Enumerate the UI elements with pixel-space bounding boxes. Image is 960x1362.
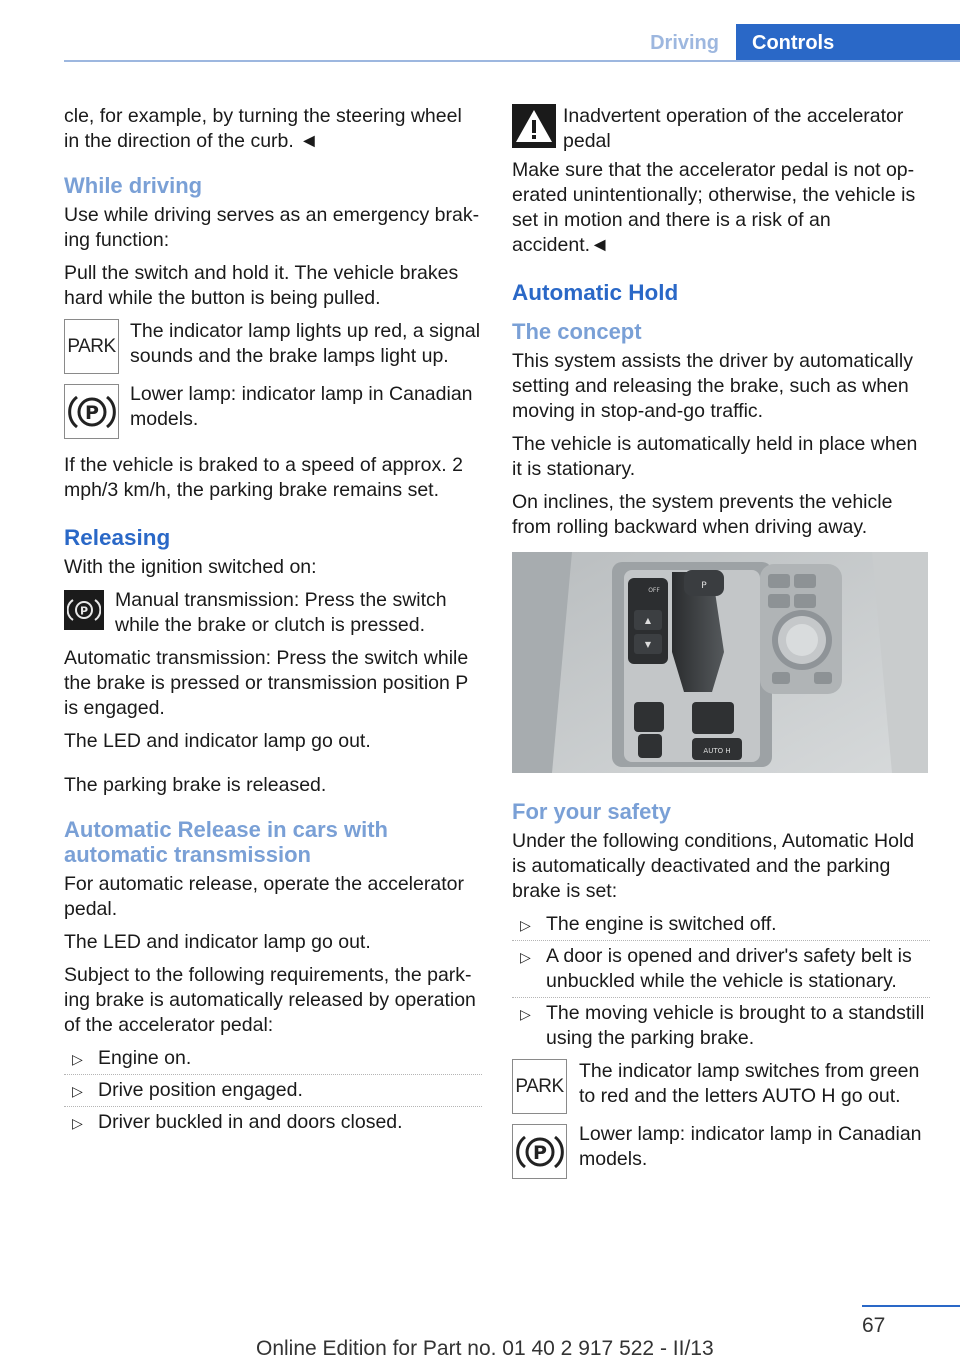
paragraph: With the ignition switched on: bbox=[64, 556, 317, 578]
svg-text:P: P bbox=[84, 401, 99, 424]
svg-text:P: P bbox=[532, 1141, 547, 1164]
canadian-lamp-row bbox=[512, 1122, 930, 1179]
center-console-photo bbox=[512, 552, 928, 773]
release-switch-text: Manual transmission: Press the switch while the brake or clutch is pressed. bbox=[115, 589, 447, 636]
auto-h-button-label: AUTO H bbox=[703, 747, 731, 755]
off-button-label: OFF bbox=[648, 587, 660, 594]
parking-brake-switch-icon bbox=[64, 590, 104, 630]
deactivation-conditions-list bbox=[512, 912, 930, 1051]
paragraph: Use while driving serves as an emergency brak-ing function: bbox=[64, 204, 480, 251]
list-item: ▷ Engine on. bbox=[64, 1046, 482, 1071]
canadian-lamp-text: Lower lamp: indicator lamp in Canadian models. bbox=[130, 383, 473, 430]
svg-text:P: P bbox=[79, 604, 89, 618]
park-lamp-label: PARK bbox=[67, 336, 116, 357]
header-section: Driving bbox=[650, 32, 719, 54]
paragraph: The LED and indicator lamp go out. bbox=[64, 931, 371, 953]
p-button-label: P bbox=[701, 581, 707, 591]
list-item: ▷ The moving vehicle is brought to a standstill using the parking brake. bbox=[512, 1001, 930, 1051]
header-chapter-tab: Controls bbox=[736, 24, 960, 62]
heading-releasing: Releasing bbox=[64, 525, 171, 550]
svg-text:▼: ▼ bbox=[644, 640, 652, 649]
paragraph: Automatic transmission: Press the switch while the brake is pressed or transmission position P is engaged. bbox=[64, 647, 469, 719]
paragraph: The vehicle is automatically held in place when it is stationary. bbox=[512, 433, 918, 480]
park-indicator-row bbox=[64, 319, 482, 374]
right-column bbox=[512, 104, 930, 1187]
paragraph: If the vehicle is braked to a speed of approx. 2 mph/3 km/h, the parking brake remains set. bbox=[64, 454, 463, 501]
park-lamp-icon bbox=[512, 1059, 567, 1114]
warning-title: Inadvertent operation of the accelerator pedal bbox=[563, 105, 904, 152]
paragraph: On inclines, the system prevents the vehicle from rolling backward when driving away. bbox=[512, 491, 893, 538]
list-item: ▷ Driver buckled in and doors closed. bbox=[64, 1110, 482, 1135]
paragraph: The LED and indicator lamp go out. bbox=[64, 730, 371, 752]
paragraph: cle, for example, by turning the steering wheel in the direction of the curb. ◄ bbox=[64, 105, 462, 152]
paragraph: Pull the switch and hold it. The vehicle brakes hard while the button is being pulled. bbox=[64, 262, 459, 309]
release-requirements-list bbox=[64, 1046, 482, 1135]
footer-rule bbox=[862, 1305, 960, 1307]
park-indicator-text: The indicator lamp switches from green to red and the letters AUTO H go out. bbox=[579, 1060, 920, 1107]
warning-triangle-icon bbox=[512, 104, 556, 148]
warning-notice bbox=[512, 104, 930, 154]
paragraph: This system assists the driver by automatically setting and releasing the brake, such as when moving in stop-and-go traffic. bbox=[512, 350, 913, 422]
parking-brake-circle-icon bbox=[64, 384, 119, 439]
heading-while-driving: While driving bbox=[64, 173, 203, 198]
svg-text:▲: ▲ bbox=[644, 616, 652, 625]
release-switch-row bbox=[64, 588, 482, 638]
heading-automatic-hold: Automatic Hold bbox=[512, 280, 679, 305]
canadian-lamp-text: Lower lamp: indicator lamp in Canadian models. bbox=[579, 1123, 922, 1170]
heading-for-your-safety: For your safety bbox=[512, 799, 671, 824]
list-item: ▷ The engine is switched off. bbox=[512, 912, 930, 937]
footer-edition: Online Edition for Part no. 01 40 2 917 522 - II/13 bbox=[256, 1337, 714, 1360]
park-indicator-text: The indicator lamp lights up red, a signal sounds and the brake lamps light up. bbox=[130, 320, 481, 367]
paragraph: For automatic release, operate the accelerator pedal. bbox=[64, 873, 464, 920]
heading-automatic-release: Automatic Release in cars with automatic transmission bbox=[64, 817, 388, 867]
list-item: ▷ A door is opened and driver's safety belt is unbuckled while the vehicle is stationary. bbox=[512, 944, 930, 994]
left-column bbox=[64, 104, 482, 1143]
park-lamp-label: PARK bbox=[515, 1076, 564, 1097]
page-number: 67 bbox=[862, 1314, 886, 1337]
paragraph: The parking brake is released. bbox=[64, 774, 327, 796]
park-indicator-row bbox=[512, 1059, 930, 1114]
list-item: ▷ Drive position engaged. bbox=[64, 1078, 482, 1103]
canadian-lamp-row bbox=[64, 382, 482, 439]
paragraph: Subject to the following requirements, the park-ing brake is automatically released by operation of the accelerator pedal: bbox=[64, 964, 476, 1036]
park-lamp-icon bbox=[64, 319, 119, 374]
header-rule bbox=[64, 60, 960, 62]
heading-concept: The concept bbox=[512, 319, 642, 344]
paragraph: Under the following conditions, Automatic Hold is automatically deactivated and the parking brake is set: bbox=[512, 830, 915, 902]
parking-brake-circle-icon bbox=[512, 1124, 567, 1179]
warning-text: Make sure that the accelerator pedal is not op-erated unintentionally; otherwise, the vehicle is set in motion and there is a risk of an accident.◄ bbox=[512, 159, 916, 256]
